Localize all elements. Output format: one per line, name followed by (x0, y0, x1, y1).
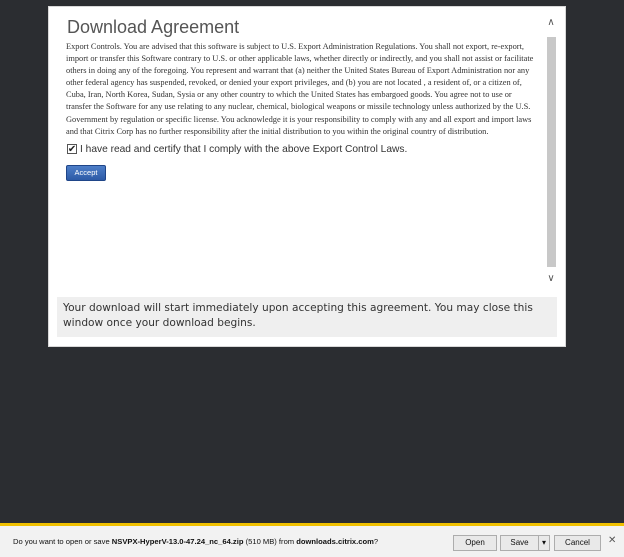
scroll-thumb[interactable] (547, 37, 556, 267)
certify-row[interactable] (67, 144, 538, 155)
open-button[interactable]: Open (453, 535, 497, 551)
certify-label[interactable]: I have read and certify that I comply with the above Export Control Laws. (80, 143, 408, 155)
chevron-down-icon: ▾ (541, 538, 546, 547)
save-button[interactable]: Save (500, 535, 539, 551)
download-domain: downloads.citrix.com (296, 537, 374, 546)
check-icon: ✔ (67, 143, 77, 155)
dialog-title: Download Agreement (67, 17, 240, 37)
certify-checkbox[interactable] (67, 144, 77, 154)
scroll-up-icon[interactable]: ∧ (547, 17, 555, 28)
scroll-down-icon[interactable]: ∨ (547, 273, 555, 284)
agreement-scroll-area[interactable] (59, 13, 538, 295)
export-controls-text: Export Controls. You are advised that this software is subject to U.S. Export Administration Regulations. You shall not export, re-export, import or transfer this Software contrary to U.S. or other applicable laws, whether directly or indirectly, and you shall not assist or facilitate others in doing any of the foregoing. You represent and warrant that (a) neither the United States Bureau of Export Administration nor any other federal agency has suspended, revoked, or denied your export privileges, and (b) you are not located , a resident of, or a citizen of, Cuba, Iran, North Korea, Sudan, Sysia or any other country to which the United States has embargoed goods. You agree not to use or transfer the Software for any use relating to any nuclear, chemical, biological weapons or missile technology unless authorized by the U.S. Government by regulation or specific license. You acknowledge it is your responsibility to comply with any and all export and import laws and that Citrix Corp has no further responsibility after the initial distribution to you within the original country of distribution. (66, 42, 534, 136)
download-prompt (13, 537, 378, 546)
close-icon[interactable]: ✕ (608, 535, 617, 546)
download-size: (510 MB) from (243, 537, 297, 546)
download-notification-bar (0, 523, 624, 557)
prompt-suffix: ? (373, 537, 379, 546)
vertical-scrollbar[interactable] (545, 17, 557, 287)
prompt-prefix: Do you want to open or save (13, 537, 112, 546)
save-options-button[interactable] (538, 535, 550, 551)
download-agreement-dialog (48, 6, 566, 347)
accept-button[interactable]: Accept (66, 165, 106, 181)
download-notice: Your download will start immediately upon accepting this agreement. You may close this window once your download begins. (57, 297, 557, 337)
cancel-button[interactable]: Cancel (554, 535, 601, 551)
download-filename: NSVPX-HyperV-13.0-47.24_nc_64.zip (111, 537, 244, 546)
